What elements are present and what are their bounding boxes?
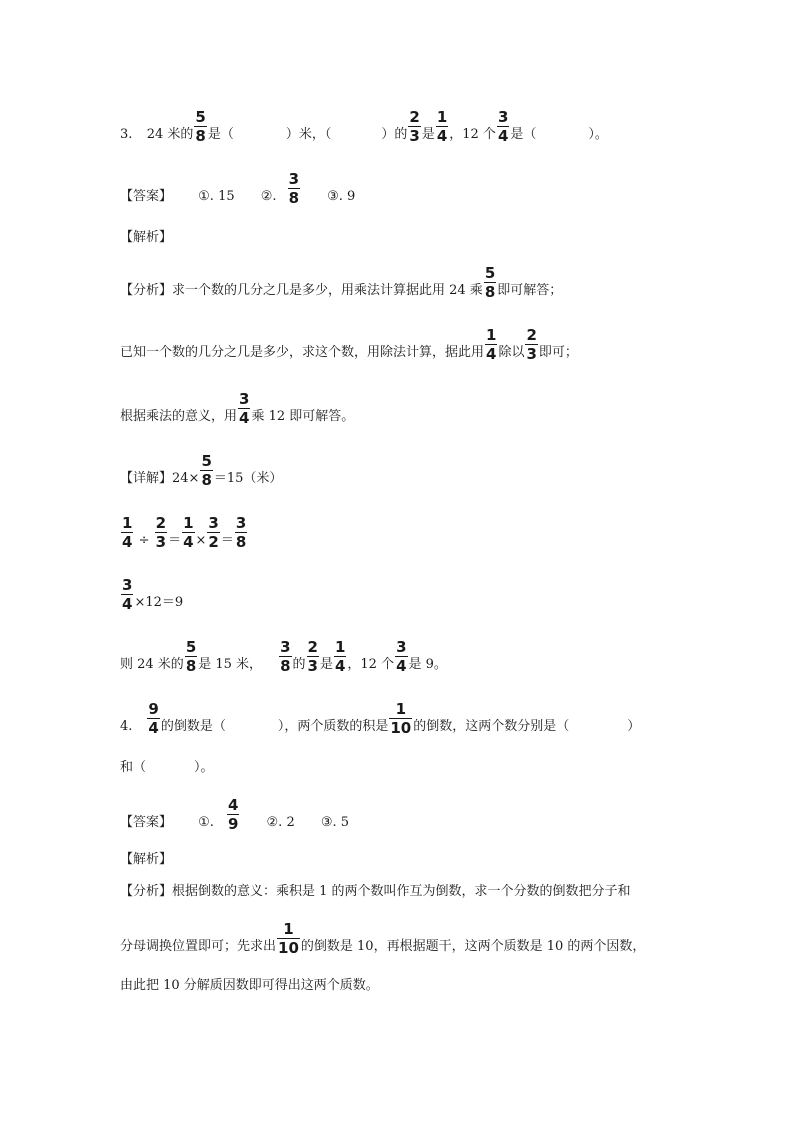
numerator: 3 — [396, 638, 407, 656]
fraction-3-8 — [279, 638, 291, 675]
text: 【详解】24× — [120, 471, 200, 486]
question-4-line-2 — [120, 758, 214, 778]
text: 是 15 米， — [198, 657, 263, 672]
text: 已知一个数的几分之几是多少，求这个数，用除法计算，据此用 — [120, 345, 485, 360]
numerator: 1 — [122, 514, 133, 532]
detail-3-line-3 — [120, 576, 183, 613]
text: 则 24 米的 — [120, 657, 184, 672]
text: 的 — [292, 657, 306, 672]
numerator: 5 — [484, 264, 496, 282]
fraction-1-4 — [334, 638, 346, 675]
denominator: 4 — [122, 595, 133, 613]
question-number: 3. — [120, 127, 133, 142]
text: 和（ — [120, 760, 147, 775]
numerator: 2 — [307, 638, 318, 656]
denominator: 10 — [390, 719, 412, 737]
denominator: 8 — [185, 657, 197, 675]
analysis-4-line-3 — [120, 976, 379, 996]
question-3 — [120, 108, 608, 145]
denominator: 3 — [307, 657, 318, 675]
analysis-label — [120, 850, 172, 870]
fraction-1-10 — [277, 920, 300, 957]
text: ），两个质数的积是 — [277, 719, 389, 734]
text: 的倒数是（ — [160, 719, 226, 734]
text: 【解析】 — [120, 230, 173, 245]
text: ）的 — [381, 127, 408, 142]
numerator: 2 — [526, 326, 537, 344]
fraction-2-3 — [525, 326, 537, 363]
text: ）米，（ — [285, 127, 332, 142]
answer-label: 【答案】 — [120, 815, 173, 830]
numerator: 2 — [409, 108, 420, 126]
answer-4 — [120, 796, 349, 833]
numerator: 1 — [436, 108, 448, 126]
text: 的倒数是 10，再根据题干，这两个质数是 10 的两个因数， — [300, 939, 646, 954]
text: 的倒数，这两个数分别是（ — [413, 719, 570, 734]
fraction-5-8 — [200, 452, 212, 489]
analysis-4-line-2 — [120, 920, 645, 957]
conclusion-3 — [120, 638, 447, 675]
answer-1: ①. 15 — [198, 189, 235, 204]
analysis-label — [120, 228, 172, 248]
text: 根据乘法的意义，用 — [120, 409, 238, 424]
fraction-1-4 — [182, 514, 194, 551]
text: 除以 — [498, 345, 525, 360]
text: 是 9。 — [408, 657, 447, 672]
text: 24 米的 — [146, 127, 194, 142]
denominator: 4 — [486, 345, 497, 363]
denominator: 3 — [526, 345, 537, 363]
fraction-2-3 — [155, 514, 167, 551]
numerator: 3 — [239, 390, 250, 408]
analysis-3-line-2 — [120, 326, 578, 363]
text: 由此把 10 分解质因数即可得出这两个质数。 — [120, 978, 379, 993]
denominator: 3 — [409, 127, 420, 145]
denominator: 4 — [497, 127, 509, 145]
fraction-1-10 — [389, 700, 412, 737]
divide-sign: ÷ — [138, 533, 150, 548]
denominator: 4 — [396, 657, 407, 675]
denominator: 8 — [195, 127, 206, 145]
numerator: 1 — [334, 638, 346, 656]
answer-2: ②. — [260, 189, 277, 204]
denominator: 4 — [183, 533, 194, 551]
fraction-1-4 — [485, 326, 497, 363]
numerator: 4 — [227, 796, 239, 814]
text: 乘 12 即可解答。 — [251, 409, 355, 424]
numerator: 1 — [183, 514, 194, 532]
denominator: 8 — [280, 657, 291, 675]
fraction-2-3 — [307, 638, 319, 675]
text: ）。 — [194, 760, 214, 775]
detail-3-line-2 — [120, 514, 248, 551]
numerator: 9 — [148, 700, 159, 718]
numerator: 3 — [288, 170, 299, 188]
answer-3 — [120, 170, 355, 207]
fraction-3-4 — [395, 638, 407, 675]
denominator: 8 — [288, 189, 299, 207]
denominator: 8 — [235, 533, 247, 551]
text: 是 — [319, 657, 333, 672]
fraction-5-8 — [484, 264, 496, 301]
denominator: 8 — [201, 471, 212, 489]
text: ） — [627, 719, 641, 734]
fraction-4-9 — [227, 796, 239, 833]
denominator: 2 — [208, 533, 219, 551]
text: 即可解答； — [497, 283, 563, 298]
analysis-4-line-1 — [120, 882, 631, 902]
fraction-3-4 — [238, 390, 250, 427]
text: ×12＝9 — [134, 595, 184, 610]
numerator: 3 — [208, 514, 219, 532]
text: 即可； — [538, 345, 578, 360]
text: ）。 — [588, 127, 608, 142]
numerator: 5 — [185, 638, 197, 656]
equals-sign: ＝ — [168, 533, 182, 548]
numerator: 2 — [155, 514, 167, 532]
question-number: 4. — [120, 719, 133, 734]
fraction-5-8 — [185, 638, 197, 675]
numerator: 3 — [497, 108, 509, 126]
numerator: 3 — [280, 638, 291, 656]
text: ＝15（米） — [213, 471, 283, 486]
denominator: 9 — [227, 815, 239, 833]
answer-1: ①. — [198, 815, 214, 830]
equals-sign: ＝ — [220, 533, 234, 548]
text: ，12 个 — [347, 657, 395, 672]
detail-3-line-1 — [120, 452, 282, 489]
fraction-3-8 — [288, 170, 300, 207]
fraction-3-2 — [207, 514, 219, 551]
text: 【分析】根据倒数的意义：乘积是 1 的两个数叫作互为倒数，求一个分数的倒数把分子和 — [120, 884, 631, 899]
fraction-3-8 — [235, 514, 247, 551]
fraction-1-4 — [436, 108, 448, 145]
numerator: 5 — [195, 108, 206, 126]
answer-3-value: ③. 5 — [320, 815, 350, 830]
numerator: 1 — [486, 326, 497, 344]
numerator: 1 — [389, 700, 412, 719]
text: 是（ — [510, 127, 537, 142]
text: ，12 个 — [449, 127, 496, 142]
answer-label: 【答案】 — [120, 189, 173, 204]
answer-3-value: ③. 9 — [327, 189, 356, 204]
text: 分母调换位置即可；先求出 — [120, 939, 277, 954]
numerator: 5 — [201, 452, 212, 470]
denominator: 8 — [484, 283, 496, 301]
analysis-3-line-1 — [120, 264, 562, 301]
fraction-3-4 — [497, 108, 509, 145]
fraction-3-4 — [121, 576, 133, 613]
text: 【解析】 — [120, 852, 173, 867]
denominator: 4 — [148, 719, 159, 737]
text: 【分析】求一个数的几分之几是多少，用乘法计算据此用 24 乘 — [120, 283, 483, 298]
fraction-9-4 — [147, 700, 159, 737]
numerator: 3 — [122, 576, 133, 594]
question-4 — [120, 700, 640, 737]
text: 是 — [421, 127, 435, 142]
denominator: 4 — [436, 127, 448, 145]
denominator: 10 — [278, 939, 299, 957]
text: 是（ — [207, 127, 234, 142]
denominator: 4 — [239, 409, 250, 427]
answer-2: ②. 2 — [266, 815, 295, 830]
fraction-5-8 — [194, 108, 206, 145]
numerator: 1 — [277, 920, 300, 939]
fraction-1-4 — [121, 514, 133, 551]
numerator: 3 — [235, 514, 247, 532]
denominator: 4 — [122, 533, 133, 551]
denominator: 4 — [334, 657, 346, 675]
fraction-2-3 — [408, 108, 420, 145]
analysis-3-line-3 — [120, 390, 354, 427]
times-sign: × — [195, 533, 207, 548]
denominator: 3 — [155, 533, 167, 551]
